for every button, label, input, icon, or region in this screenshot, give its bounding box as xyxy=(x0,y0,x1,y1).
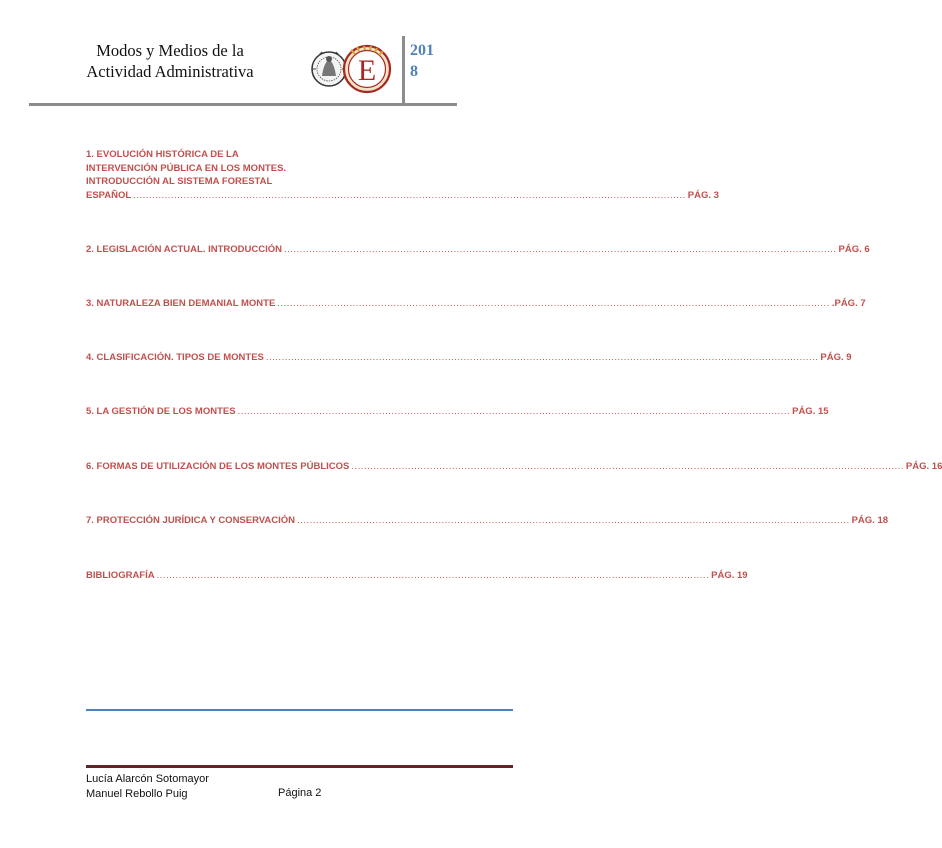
toc-entry-1-line1: 1. EVOLUCIÓN HISTÓRICA DE LA xyxy=(86,149,239,160)
toc-entry-3[interactable] xyxy=(86,297,866,311)
toc-entry-5-page: PÁG. 15 xyxy=(792,406,829,417)
toc-entry-7-page: PÁG. 18 xyxy=(851,515,889,526)
toc-entry-3-page: .PÁG. 7 xyxy=(831,298,866,309)
header-divider-horizontal xyxy=(29,103,457,106)
toc-leader-dots: ................................................................................................................................................................................ xyxy=(351,461,904,472)
toc-leader-dots: ................................................................................................................................................................................ xyxy=(277,298,830,309)
header-year xyxy=(410,40,434,82)
toc-entry-5-label: 5. LA GESTIÓN DE LOS MONTES xyxy=(86,406,236,417)
footer-separator-blue xyxy=(86,709,513,711)
toc-entry-6-page: PÁG. 16 xyxy=(905,461,942,472)
toc-leader-dots: ................................................................................................................................................................................ xyxy=(265,352,819,363)
document-header-title xyxy=(55,40,285,82)
university-logos xyxy=(310,38,400,100)
toc-entry-1-line3: INTRODUCCIÓN AL SISTEMA FORESTAL xyxy=(86,176,273,187)
toc-entry-1-page: PÁG. 3 xyxy=(687,189,719,201)
shield-logo xyxy=(344,46,390,92)
toc-entry-2[interactable] xyxy=(86,243,870,257)
toc-entry-2-page: PÁG. 6 xyxy=(838,244,870,255)
toc-entry-3-label: 3. NATURALEZA BIEN DEMANIAL MONTE xyxy=(86,298,276,309)
footer-author-2: Manuel Rebollo Puig xyxy=(86,787,188,800)
toc-entry-bibliography-label: BIBLIOGRAFÍA xyxy=(86,570,155,581)
toc-leader-dots: ................................................................................................................................................................................ xyxy=(283,244,837,255)
footer-separator xyxy=(86,765,513,768)
toc-leader-dots: ................................................................................................................................................................................ xyxy=(237,406,791,417)
toc-leader-dots: ................................................................................................................................................................................ xyxy=(297,515,850,526)
header-divider-vertical xyxy=(402,36,405,106)
toc-entry-bibliography-page: PÁG. 19 xyxy=(711,570,748,581)
footer-authors xyxy=(86,772,209,801)
toc-entry-7[interactable] xyxy=(86,514,889,528)
toc-entry-bibliography[interactable] xyxy=(86,569,748,583)
toc-leader-dots: ................................................................................................................................................................................ xyxy=(156,570,710,581)
toc-entry-2-label: 2. LEGISLACIÓN ACTUAL. INTRODUCCIÓN xyxy=(86,244,282,255)
year-line2: 8 xyxy=(410,63,418,80)
footer-author-1: Lucía Alarcón Sotomayor xyxy=(86,773,209,785)
toc-entry-4-page: PÁG. 9 xyxy=(820,352,852,363)
toc-entry-6-label: 6. FORMAS DE UTILIZACIÓN DE LOS MONTES PÚBLICOS xyxy=(86,461,350,472)
toc-entry-1[interactable] xyxy=(86,148,719,202)
toc-entry-7-label: 7. PROTECCIÓN JURÍDICA Y CONSERVACIÓN xyxy=(86,515,296,526)
seal-logo xyxy=(312,52,346,86)
toc-leader-dots: ................................................................................................................................................................................ xyxy=(133,189,686,201)
toc-entry-1-line2: INTERVENCIÓN PÚBLICA EN LOS MONTES. xyxy=(86,162,287,174)
page-number: Página 2 xyxy=(278,786,322,799)
year-line1: 201 xyxy=(410,42,434,59)
toc-entry-4[interactable] xyxy=(86,351,852,365)
toc-entry-1-label: ESPAÑOL xyxy=(86,189,132,201)
header-title-line1: Modos y Medios de la xyxy=(96,41,244,60)
toc-entry-5[interactable] xyxy=(86,405,829,419)
toc-entry-4-label: 4. CLASIFICACIÓN. TIPOS DE MONTES xyxy=(86,352,264,363)
toc-entry-6[interactable] xyxy=(86,460,942,474)
svg-text:E: E xyxy=(357,54,377,87)
header-title-line2: Actividad Administrativa xyxy=(86,62,254,81)
